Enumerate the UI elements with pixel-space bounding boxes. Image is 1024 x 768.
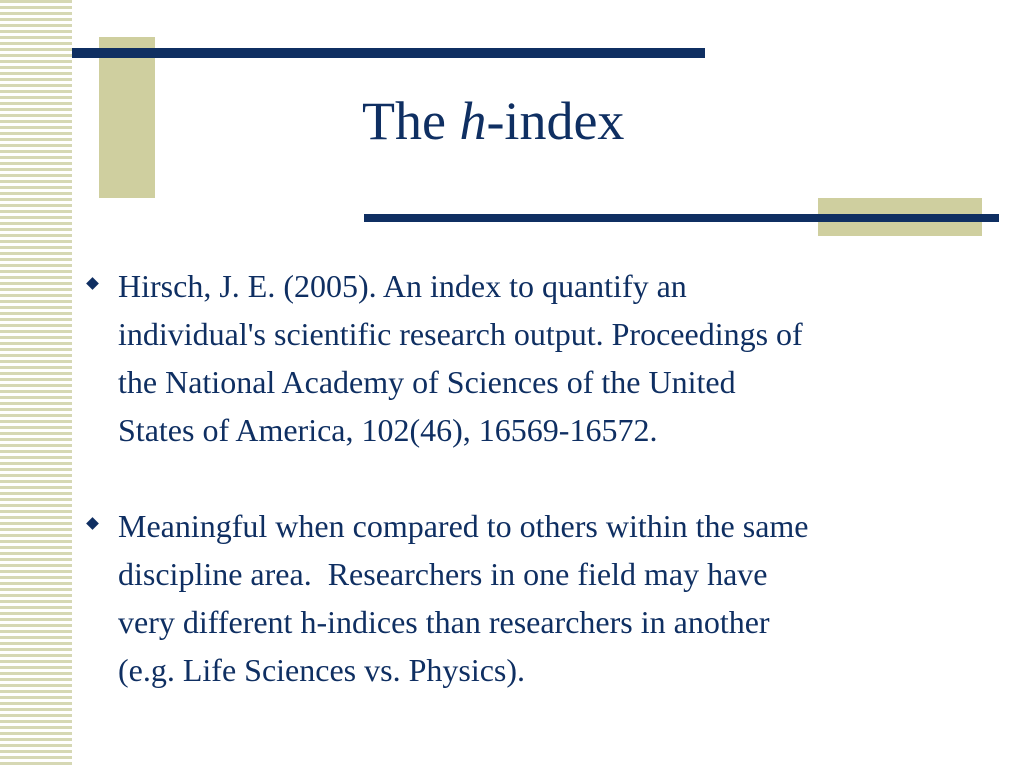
- bullet-list: [80, 262, 1000, 694]
- bullet-item-meaning: [80, 502, 1000, 694]
- decorative-tan-block-top: [99, 37, 155, 198]
- diamond-bullet-icon: [86, 277, 99, 290]
- slide-title-suffix: -index: [486, 91, 625, 151]
- diamond-bullet-icon: [86, 517, 99, 530]
- bullet-item-reference: [80, 262, 1000, 454]
- decorative-navy-bar-top: [72, 48, 705, 58]
- bullet-line: Meaningful when compared to others within the same: [118, 508, 809, 544]
- decorative-navy-bar-bottom: [364, 214, 999, 222]
- decorative-striped-strip: [0, 0, 72, 768]
- slide-title-prefix: The: [362, 91, 460, 151]
- bullet-line: very different h-indices than researchers in another: [118, 604, 770, 640]
- bullet-line: the National Academy of Sciences of the United: [118, 364, 736, 400]
- bullet-line: discipline area. Researchers in one field may have: [118, 556, 768, 592]
- bullet-line: individual's scientific research output. Proceedings of: [118, 316, 803, 352]
- slide-title-italic: h: [459, 91, 487, 151]
- bullet-line: States of America, 102(46), 16569-16572.: [118, 412, 658, 448]
- slide-title: [362, 91, 625, 151]
- bullet-line: (e.g. Life Sciences vs. Physics).: [118, 652, 526, 688]
- bullet-line: Hirsch, J. E. (2005). An index to quantify an: [118, 268, 687, 304]
